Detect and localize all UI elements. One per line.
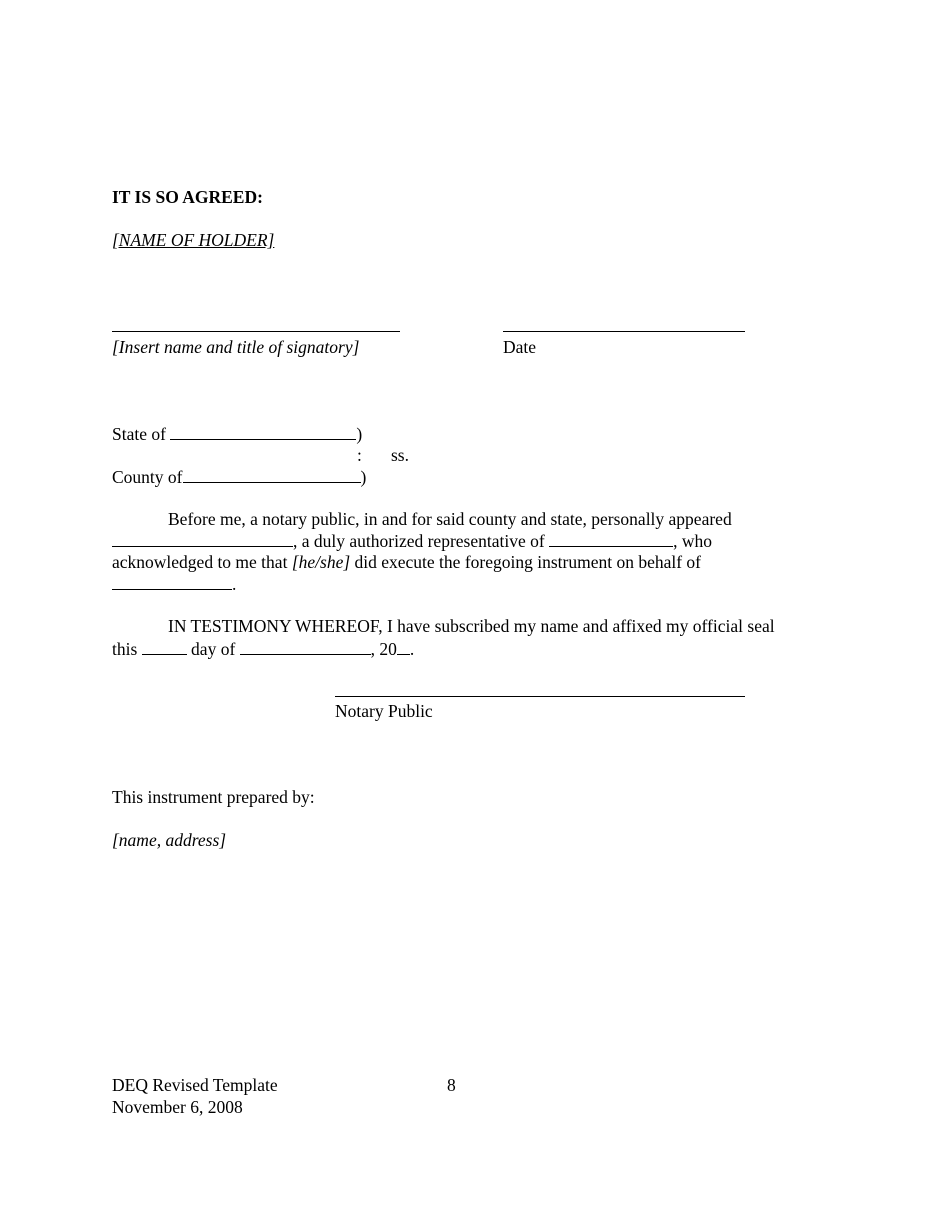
- prepared-by-label: This instrument prepared by:: [112, 787, 315, 807]
- acknowledgment-start: acknowledged to me that: [112, 552, 288, 572]
- testimony-line-1: IN TESTIMONY WHEREOF, I have subscribed my name and affixed my official seal: [168, 616, 775, 636]
- acknowledgment-mid: , a duly authorized representative of: [293, 531, 545, 551]
- entity-name-blank: [549, 532, 673, 547]
- day-blank: [142, 640, 187, 655]
- footer-template-name: DEQ Revised Template: [112, 1075, 278, 1095]
- acknowledgment-line-1: Before me, a notary public, in and for said county and state, personally appeared: [168, 509, 732, 529]
- acknowledgment-end: did execute the foregoing instrument on behalf of: [354, 552, 702, 572]
- signatory-signature-line: [112, 331, 400, 332]
- year-blank: [397, 640, 410, 655]
- venue-ss: ss.: [391, 445, 409, 465]
- venue-colon: :: [357, 445, 362, 465]
- county-of-line: [112, 468, 366, 487]
- date-caption: Date: [503, 337, 537, 357]
- state-paren: ): [356, 424, 363, 444]
- notary-signature-line: [335, 696, 745, 697]
- footer-date: November 6, 2008: [112, 1097, 243, 1117]
- testimony-year-prefix: , 20: [370, 639, 397, 659]
- representative-name-blank: [112, 532, 293, 547]
- county-label: County of: [112, 467, 183, 487]
- state-label: State of: [112, 424, 166, 444]
- pronoun-placeholder: [he/she]: [291, 552, 351, 572]
- county-blank: [183, 468, 361, 483]
- county-paren: ): [360, 467, 367, 487]
- behalf-of-blank: [112, 575, 232, 590]
- acknowledgment-period: .: [232, 574, 237, 594]
- holder-name-placeholder: [NAME OF HOLDER]: [112, 230, 275, 250]
- date-signature-line: [503, 331, 745, 332]
- agreement-heading: IT IS SO AGREED:: [112, 187, 263, 207]
- testimony-period: .: [409, 639, 415, 659]
- acknowledgment-line-4: [112, 575, 236, 594]
- acknowledgment-line-3: [112, 554, 701, 572]
- month-blank: [240, 640, 371, 655]
- notary-caption: Notary Public: [335, 701, 433, 721]
- acknowledgment-line-2: [112, 532, 712, 551]
- state-of-line: [112, 425, 362, 444]
- testimony-line-2: [112, 640, 414, 659]
- state-blank: [170, 425, 356, 440]
- acknowledgment-who: , who: [673, 531, 712, 551]
- preparer-placeholder: [name, address]: [112, 830, 227, 850]
- testimony-this: this: [112, 639, 138, 659]
- testimony-day-of: day of: [191, 639, 236, 659]
- page-number: 8: [447, 1075, 456, 1095]
- signatory-caption: [Insert name and title of signatory]: [112, 337, 360, 357]
